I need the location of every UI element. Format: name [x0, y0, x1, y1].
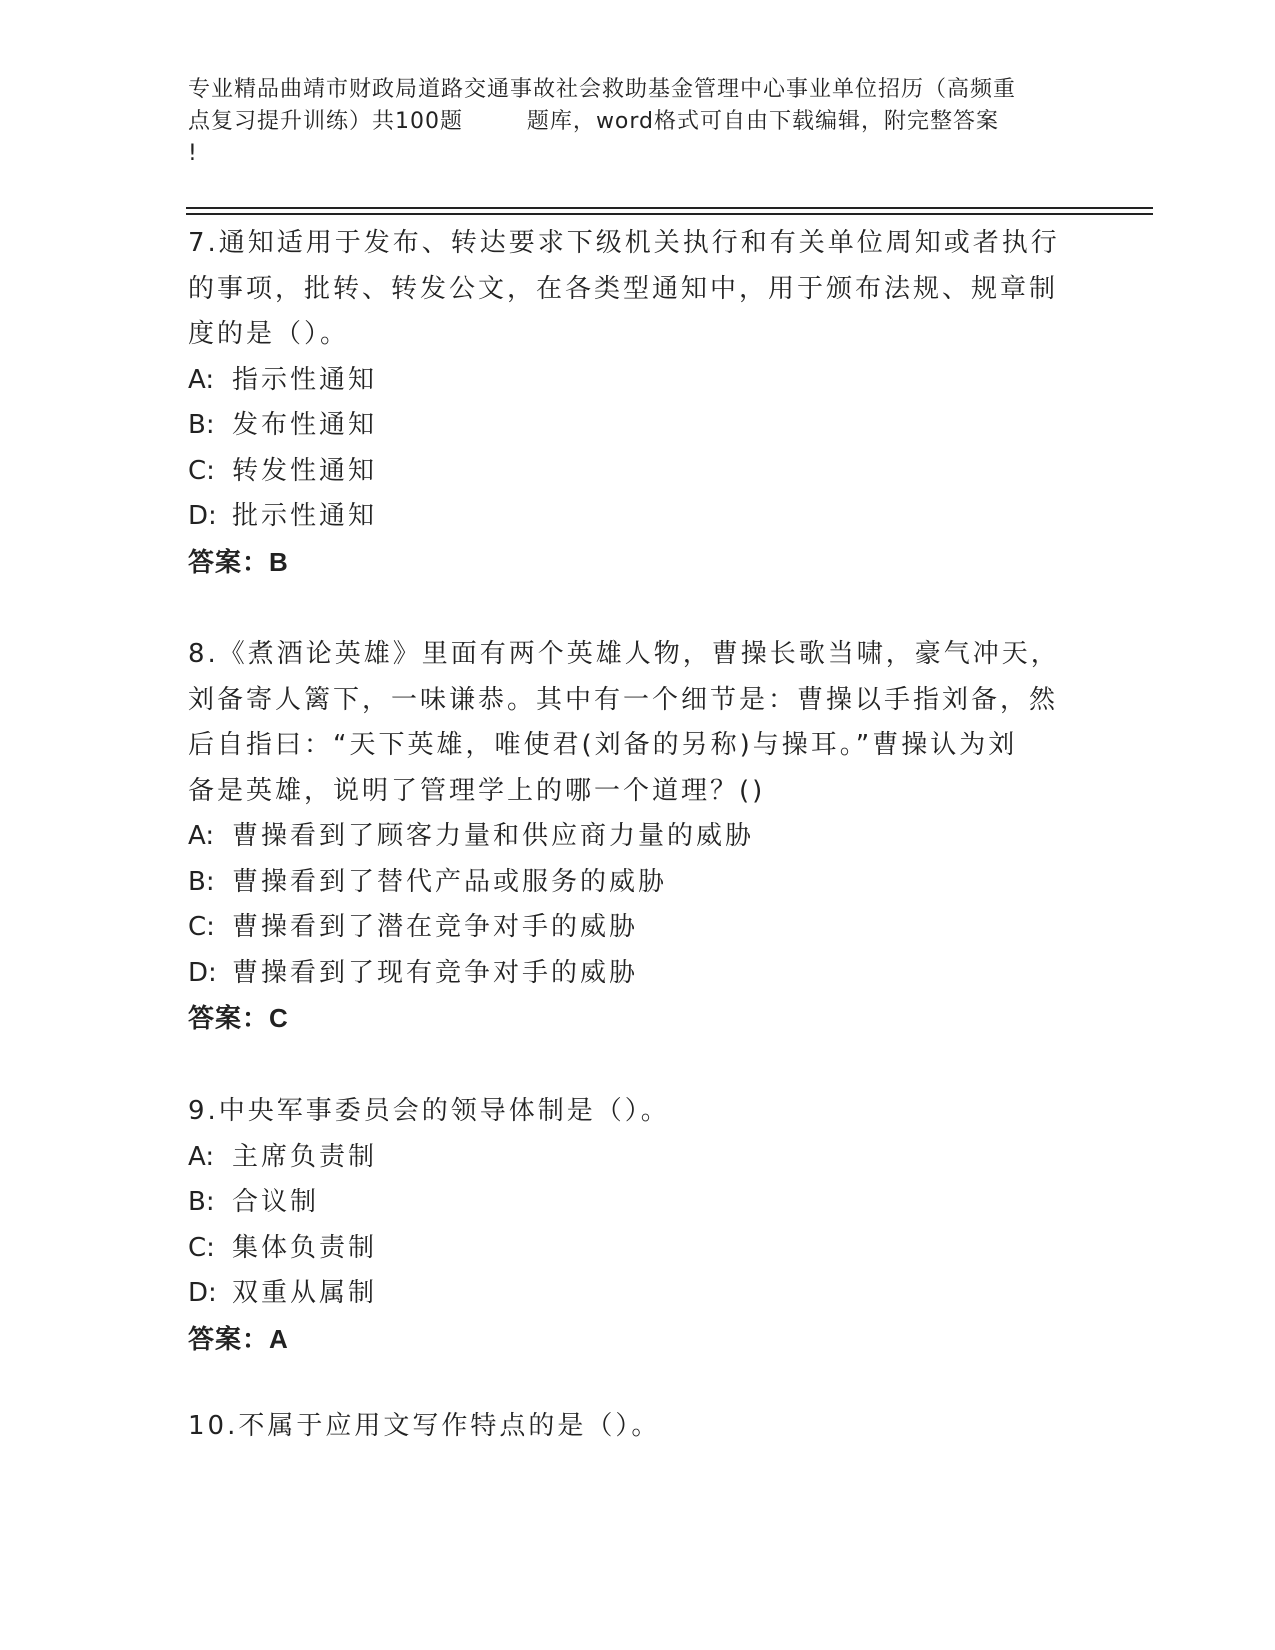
question-stem-line: 7.通知适用于发布、转达要求下级机关执行和有关单位周知或者执行 — [188, 228, 1060, 258]
option-text: 曹操看到了顾客力量和供应商力量的威胁 — [232, 821, 755, 851]
header-divider-bottom — [186, 213, 1153, 215]
option-text: 曹操看到了现有竞争对手的威胁 — [232, 957, 639, 988]
answer-line: 答案：A — [188, 1323, 289, 1354]
answer-line: 答案：C — [188, 1003, 289, 1033]
question-7 — [188, 221, 1068, 585]
option-key: A: — [188, 364, 215, 395]
question-stem-line: 的事项，批转、转发公文，在各类型通知中，用于颁布法规、规章制 — [188, 273, 1059, 304]
question-stem-line: 刘备寄人篱下，一味谦恭。其中有一个细节是：曹操以手指刘备，然 — [188, 684, 1059, 715]
option-text: 指示性通知 — [232, 364, 378, 395]
option-text: 主席负责制 — [232, 1141, 378, 1172]
option-b — [188, 860, 1068, 906]
option-c — [188, 1226, 1068, 1272]
question-stem-line: 后自指曰：“天下英雄，唯使君(刘备的另称)与操耳。”曹操认为刘 — [188, 730, 1018, 760]
option-text: 批示性通知 — [232, 501, 378, 531]
option-key: D: — [188, 501, 217, 531]
header-line-1: 专业精品曲靖市财政局道路交通事故社会救助基金管理中心事业单位招历（高频重 — [188, 77, 1017, 102]
option-key: C: — [188, 912, 215, 942]
option-b — [188, 403, 1068, 449]
option-key: A: — [188, 821, 215, 851]
option-c — [188, 449, 1068, 495]
question-10 — [188, 1404, 1068, 1450]
option-text: 双重从属制 — [232, 1278, 378, 1308]
header-line-3: ! — [188, 141, 198, 166]
answer-line: 答案：B — [188, 546, 289, 577]
question-stem-line: 10.不属于应用文写作特点的是（）。 — [188, 1411, 661, 1441]
question-9 — [188, 1089, 1068, 1362]
question-stem-line: 8.《煮酒论英雄》里面有两个英雄人物，曹操长歌当啸，豪气冲天， — [188, 639, 1060, 669]
option-text: 合议制 — [232, 1187, 320, 1217]
option-key: B: — [188, 1187, 215, 1217]
option-key: C: — [188, 1232, 215, 1263]
option-text: 发布性通知 — [232, 410, 378, 440]
option-d — [188, 1271, 1068, 1317]
option-key: C: — [188, 455, 215, 486]
option-text: 集体负责制 — [232, 1232, 378, 1263]
option-key: B: — [188, 410, 215, 440]
option-text: 曹操看到了潜在竞争对手的威胁 — [232, 912, 639, 942]
document-header — [188, 74, 1088, 170]
question-stem-line: 度的是（）。 — [188, 319, 350, 349]
option-text: 转发性通知 — [232, 455, 378, 486]
option-text: 曹操看到了替代产品或服务的威胁 — [232, 866, 668, 897]
option-a — [188, 814, 1068, 860]
question-stem-line: 备是英雄，说明了管理学上的哪一个道理？() — [188, 775, 766, 806]
option-d — [188, 494, 1068, 540]
option-a — [188, 358, 1068, 404]
option-c — [188, 905, 1068, 951]
header-line-2: 点复习提升训练）共100题 题库，word格式可自由下载编辑，附完整答案 — [188, 109, 1000, 134]
question-stem-line: 9.中央军事委员会的领导体制是（）。 — [188, 1096, 670, 1126]
question-8 — [188, 632, 1068, 1042]
option-b — [188, 1180, 1068, 1226]
option-key: A: — [188, 1141, 215, 1172]
option-key: D: — [188, 1278, 217, 1308]
option-key: D: — [188, 957, 217, 988]
option-a — [188, 1135, 1068, 1181]
option-d — [188, 951, 1068, 997]
header-divider-top — [186, 207, 1153, 209]
option-key: B: — [188, 866, 215, 897]
